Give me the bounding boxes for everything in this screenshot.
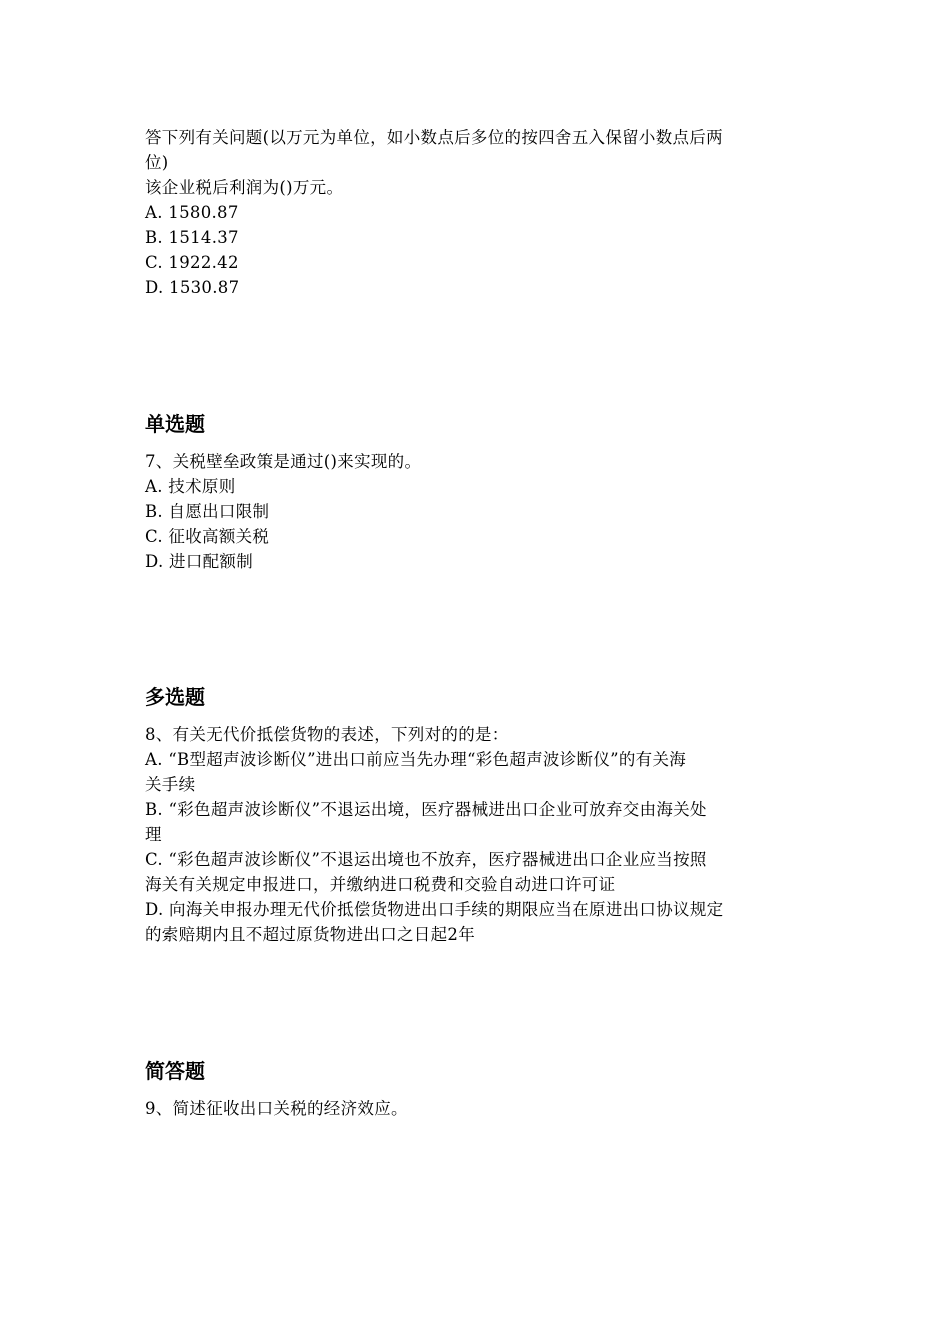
q6-option-a: A. 1580.87 [145, 203, 239, 222]
q7-option-c: C. 征收高额关税 [145, 527, 270, 546]
section-heading-multi-choice: 多选题 [145, 685, 205, 709]
q7-question: 7、关税壁垒政策是通过()来实现的。 [145, 452, 422, 471]
q9-question: 9、简述征收出口关税的经济效应。 [145, 1099, 408, 1118]
q6-question: 该企业税后利润为()万元。 [145, 178, 344, 197]
q8-option-line: 海关有关规定申报进口，并缴纳进口税费和交验自动进口许可证 [145, 875, 616, 894]
q6-option-b: B. 1514.37 [145, 228, 239, 247]
q6-stem-line-1: 答下列有关问题(以万元为单位，如小数点后多位的按四舍五入保留小数点后两 [145, 128, 723, 147]
q8-option-line: 关手续 [145, 775, 196, 794]
q8-option-line: 理 [145, 825, 162, 844]
q7-option-b: B. 自愿出口限制 [145, 502, 270, 521]
q8-option-line: 的索赔期内且不超过原货物进出口之日起2年 [145, 925, 475, 944]
section-heading-single-choice: 单选题 [145, 412, 205, 436]
q8-option-line: D. 向海关申报办理无代价抵偿货物进出口手续的期限应当在原进出口协议规定 [145, 900, 724, 919]
q6-option-d: D. 1530.87 [145, 278, 240, 297]
q8-option-line: A. “B型超声波诊断仪”进出口前应当先办理“彩色超声波诊断仪”的有关海 [145, 750, 687, 769]
q7-option-a: A. 技术原则 [145, 477, 236, 496]
q6-stem-line-2: 位) [145, 153, 169, 172]
section-heading-short-answer: 简答题 [145, 1059, 205, 1083]
q8-option-line: C. “彩色超声波诊断仪”不退运出境也不放弃，医疗器械进出口企业应当按照 [145, 850, 707, 869]
q8-question: 8、有关无代价抵偿货物的表述，下列对的的是： [145, 725, 509, 744]
q7-option-d: D. 进口配额制 [145, 552, 254, 571]
q6-option-c: C. 1922.42 [145, 253, 239, 272]
q8-option-line: B. “彩色超声波诊断仪”不退运出境，医疗器械进出口企业可放弃交由海关处 [145, 800, 707, 819]
